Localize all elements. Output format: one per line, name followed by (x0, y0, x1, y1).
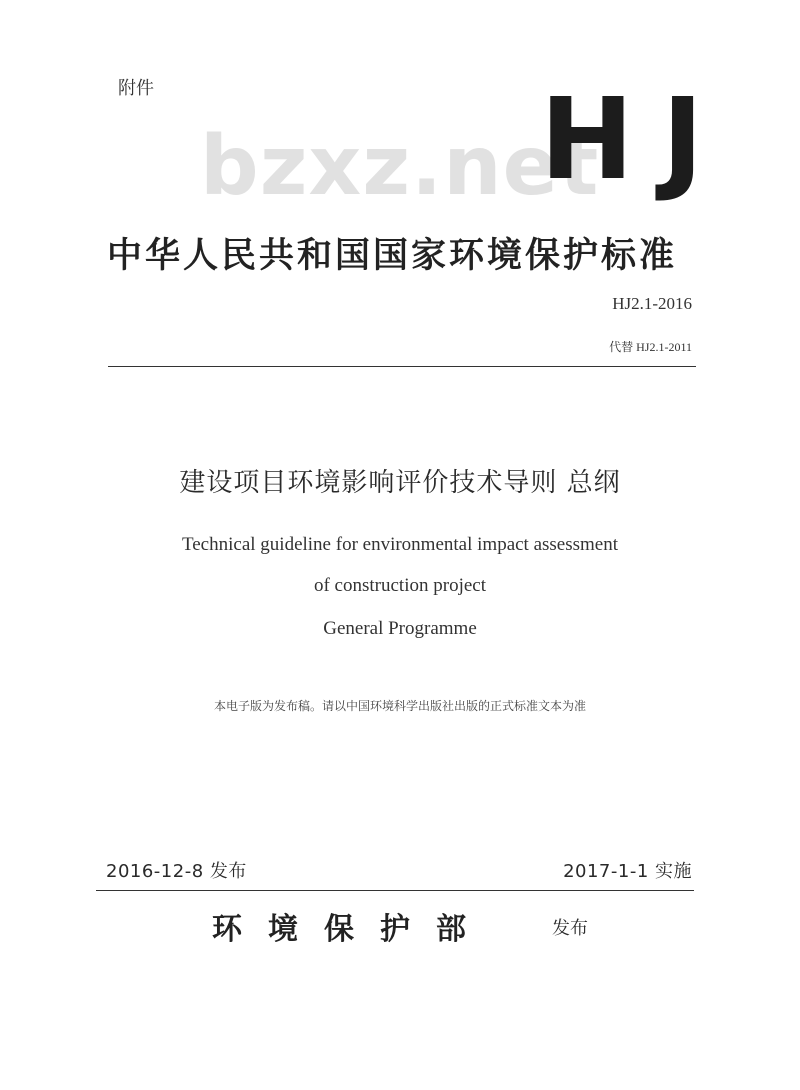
implementation-date: 2017-1-1 实施 (563, 861, 692, 882)
publisher-name: 环境保护部 (212, 912, 492, 947)
document-title-en-line3: General Programme (323, 618, 477, 639)
issue-date: 2016-12-8 发布 (106, 861, 247, 882)
publish-label: 发布 (552, 918, 588, 939)
document-title-cn: 建设项目环境影响评价技术导则 总纲 (179, 468, 621, 498)
document-title-en-line2: of construction project (313, 575, 486, 596)
top-divider (108, 366, 696, 367)
standard-title: 中华人民共和国国家环境保护标准 (107, 236, 678, 276)
hj-logo: HJ (540, 75, 732, 205)
document-title-en-line1: Technical guideline for environmental impact assessment (181, 534, 619, 555)
standard-number: HJ2.1-2016 (612, 294, 692, 313)
attachment-label: 附件 (118, 78, 154, 99)
replaces-note: 代替 HJ2.1-2011 (609, 340, 692, 354)
release-notice: 本电子版为发布稿。请以中国环境科学出版社出版的正式标准文本为准 (213, 699, 586, 713)
bottom-divider (96, 890, 694, 891)
watermark-text: bzxz.net (200, 119, 600, 214)
